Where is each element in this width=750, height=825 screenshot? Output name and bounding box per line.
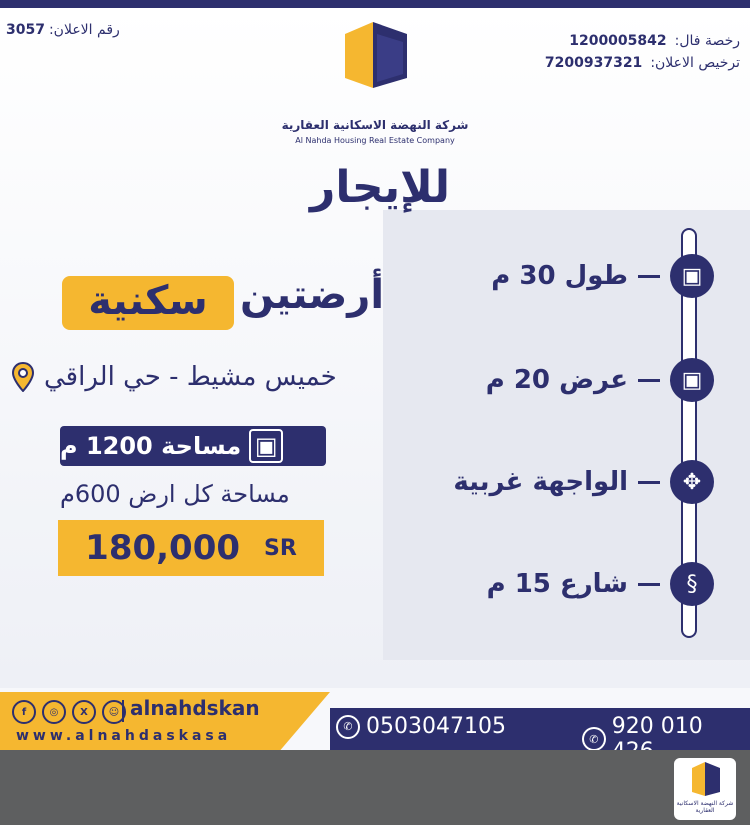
price-value: 180,000	[85, 528, 241, 568]
ad-license-label: ترخيص الاعلان:	[650, 55, 740, 71]
fal-license-value: 1200005842	[569, 33, 667, 49]
feature-length	[491, 254, 714, 298]
feature-connector	[638, 275, 660, 278]
each-plot-area: مساحة كل ارض 600م	[60, 480, 290, 508]
total-area-box	[60, 426, 326, 466]
total-area-text: مساحة 1200 م	[60, 432, 242, 460]
feature-connector	[638, 583, 660, 586]
bottom-strip	[0, 750, 750, 825]
company-name-en: Al Nahda Housing Real Estate Company	[295, 136, 455, 145]
social-handle[interactable]: alnahdskan	[130, 696, 260, 720]
social-icons	[12, 700, 126, 724]
fal-license-label: رخصة فال:	[674, 33, 740, 49]
feature-connector	[638, 481, 660, 484]
feature-width	[486, 358, 714, 402]
phone-mobile-number: 0503047105	[366, 714, 506, 739]
ad-license-value: 7200937321	[544, 55, 643, 71]
phone-unified-number: 920 010	[611, 714, 703, 739]
website-link[interactable]: www.alnahdaskasa	[16, 728, 232, 744]
price-currency: SR	[264, 535, 297, 561]
feature-facade	[453, 460, 714, 504]
location-pin-icon	[12, 362, 34, 392]
company-name-ar: شركة النهضة الاسكانية العقارية	[281, 118, 469, 132]
feature-connector	[638, 379, 660, 382]
feature-street	[487, 562, 714, 606]
footer-logo-mark	[674, 758, 736, 802]
top-bar	[0, 0, 750, 8]
facebook-icon[interactable]: f	[12, 700, 36, 724]
box-dimensions-icon: ▣	[670, 254, 714, 298]
direction-arrows-icon: ✥	[670, 460, 714, 504]
listing-title: للإيجار	[310, 162, 451, 213]
footer-logo-text: شركة النهضة الاسكانية العقارية	[676, 800, 734, 814]
plots-label: أرضتين	[240, 272, 385, 318]
feature-facade-label: الواجهة غربية	[453, 467, 628, 497]
license-info	[545, 30, 740, 74]
ad-number	[6, 22, 120, 38]
phone-icon: ✆	[582, 727, 606, 751]
ad-number-value: 3057	[6, 22, 45, 38]
feature-street-label: شارع 15 م	[486, 569, 628, 599]
box-width-icon: ▣	[670, 358, 714, 402]
company-logo	[343, 20, 409, 90]
location-text: خميس مشيط - حي الراقي	[44, 362, 337, 392]
ad-number-label: رقم الاعلان:	[48, 22, 120, 38]
price-box	[58, 520, 324, 576]
snapchat-icon[interactable]: ☺	[102, 700, 126, 724]
location	[12, 362, 337, 392]
feature-length-label: طول 30 م	[491, 261, 628, 291]
instagram-icon[interactable]: ◎	[42, 700, 66, 724]
phone-icon: ✆	[336, 715, 360, 739]
road-icon: §	[670, 562, 714, 606]
phone-mobile[interactable]	[336, 714, 506, 739]
area-box-icon: ▣	[249, 429, 283, 463]
feature-width-label: عرض 20 م	[485, 365, 628, 395]
social-separator	[122, 700, 124, 722]
x-twitter-icon[interactable]: X	[72, 700, 96, 724]
type-badge: سكنية	[62, 276, 234, 330]
footer-logo	[674, 758, 736, 820]
